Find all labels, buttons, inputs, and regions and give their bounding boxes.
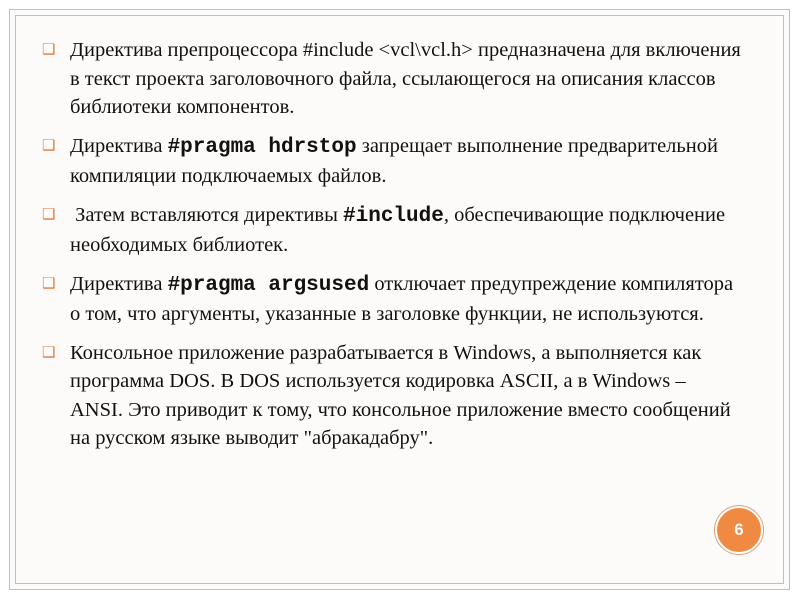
item-text: Консольное приложение разрабатывается в Windows, а выполняется как программа DOS. В DOS используется кодировка ASCII, а в Windows – ANSI. Это приводит к тому, что консольное приложение вместо сообщений на русском языке выводит "абракадабру".	[70, 341, 731, 449]
item-text: Директива препроцессора #include <vcl\vcl.h> предназначена для включения в текст проекта заголовочного файла, ссылающегося на описания классов библиотеки компонентов.	[70, 39, 741, 118]
list-item	[42, 132, 742, 191]
bullet-icon: ❑	[42, 206, 56, 223]
list-item	[42, 36, 742, 122]
item-text-post: , обеспечивающие подключение необходимых библиотек.	[70, 203, 726, 256]
item-text-post: запрещает выполнение предварительной компиляции подключаемых файлов.	[70, 134, 718, 187]
page-number-badge: 6	[715, 506, 763, 554]
slide-content	[42, 36, 742, 463]
bullet-icon: ❑	[42, 137, 56, 154]
item-code: #pragma hdrstop	[167, 135, 357, 159]
item-text-pre: Затем вставляются директивы	[70, 203, 344, 226]
bullet-icon: ❑	[42, 275, 56, 292]
item-code: #include	[343, 204, 444, 228]
bullet-icon: ❑	[42, 42, 56, 58]
list-item	[42, 339, 742, 453]
bullet-icon: ❑	[42, 344, 56, 361]
item-text-pre: Директива	[70, 134, 168, 157]
item-code: #pragma argsused	[167, 273, 370, 297]
item-text-post: отключает предупреждение компилятора о том, что аргументы, указанные в заголовке функции, не используются.	[70, 272, 734, 325]
list-item	[42, 201, 742, 260]
list-item	[42, 270, 742, 329]
item-text-pre: Директива	[70, 272, 168, 295]
